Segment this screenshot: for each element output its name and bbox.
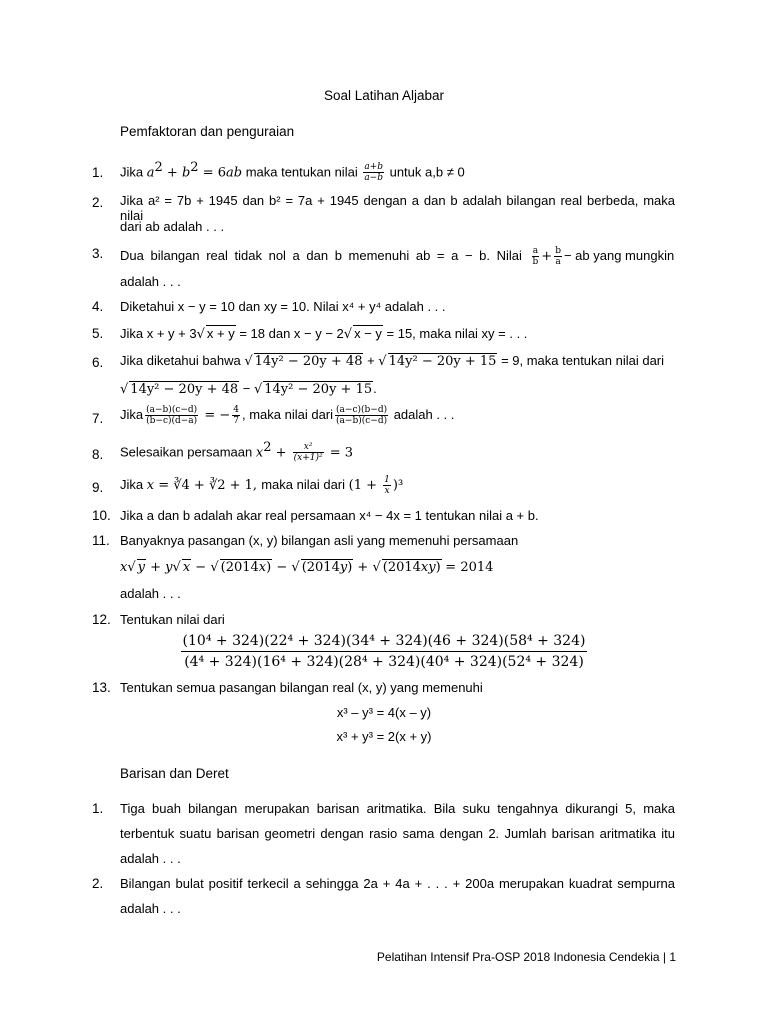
q12-fraction [0, 632, 768, 671]
q12-number: 12. [92, 612, 111, 627]
q8-text: Selesaikan persamaan $x^2$ + $\frac{\text{x²}}{\text{(x+1)²}}$ = 3 [120, 440, 354, 464]
q3-number: 3. [92, 246, 104, 261]
q13-number: 13. [92, 680, 111, 695]
b1-number: 1. [92, 801, 104, 816]
b2-number: 2. [92, 876, 104, 891]
q10-number: 10. [92, 508, 111, 523]
page-footer: Pelatihan Intensif Pra-OSP 2018 Indonesia Cendekia | 1 [376, 950, 676, 964]
q11-line1: Banyaknya pasangan (x, y) bilangan asli yang memenuhi persamaan [120, 533, 519, 548]
q3-line2: adalah . . . [120, 274, 181, 289]
b1-line1: Tiga buah bilangan merupakan barisan aritmatika. Bila suku tengahnya dikurangi 5, maka [120, 801, 675, 816]
b1-line2: terbentuk suatu barisan geometri dengan rasio sama dengan 2. Jumlah barisan aritmatika itu [120, 826, 675, 841]
q5-number: 5. [92, 326, 104, 341]
q4-text: Diketahui x − y = 10 dan xy = 10. Nilai x⁴ + y⁴ adalah . . . [120, 299, 446, 314]
q9-text: Jika x = ∛4 + ∛2 + 1, maka nilai dari (1 + $\frac{1}{x}$ )³ [120, 475, 404, 496]
q1-text: Jika $a^2 + b^2 = 6ab$ maka tentukan nilai $\frac{a+b}{a-b}$ untuk a,b ≠ 0 [120, 160, 465, 184]
q12-denominator: (4⁴ + 324)(16⁴ + 324)(28⁴ + 324)(40⁴ + 324)(52⁴ + 324) [184, 654, 584, 670]
q5-text: Jika x + y + 3√ x + y = 18 dan x − y − 2√ x − y = 15, maka nilai xy = . . . [120, 326, 528, 342]
section-heading-sequences: Barisan dan Deret [120, 766, 229, 781]
q13-eq1: x³ – y³ = 4(x – y) [336, 705, 432, 720]
q7-text: Jika $\frac{(a-b)(c-d)}{(b-c)(d-a)}$ = − $\frac{4}{7}$ , maka nilai dari $\frac{(a-c)(b-d)}{(a-b)(c-d)}$ adalah . . . [120, 405, 455, 426]
q1-number: 1. [92, 165, 104, 180]
q6-line2: √ 14y² − 20y + 48 − √ 14y² − 20y + 15. [120, 381, 377, 397]
q2-line1: Jika a² = 7b + 1945 dan b² = 7a + 1945 dengan a dan b adalah bilangan real berbeda, maka nilai [120, 193, 675, 223]
b2-line2: adalah . . . [120, 901, 181, 916]
q3-line1: Dua bilangan real tidak nol a dan b memenuhi ab = a − b. Nilai $\frac{a}{b}$ + $\frac{b}{a}$ − ab yang mungkin [120, 246, 675, 267]
page-title: Soal Latihan Aljabar [323, 88, 445, 103]
section-heading-factoring: Pemfaktoran dan penguraian [120, 124, 295, 139]
b2-line1: Bilangan bulat positif terkecil a sehingga 2a + 4a + . . . + 200a merupakan kuadrat sempurna [120, 876, 675, 891]
q2-number: 2. [92, 195, 104, 210]
q4-number: 4. [92, 299, 104, 314]
q6-number: 6. [92, 355, 104, 370]
q9-number: 9. [92, 480, 104, 495]
q11-equation: x√ y + y√ x − √ (2014x) − √ (2014y) + √ (2014xy) = 2014 [120, 560, 494, 575]
q11-line3: adalah . . . [120, 586, 181, 601]
b1-line3: adalah . . . [120, 851, 181, 866]
q12-numerator: (10⁴ + 324)(22⁴ + 324)(34⁴ + 324)(46 + 324)(58⁴ + 324) [181, 632, 588, 652]
q7-number: 7. [92, 411, 104, 426]
q6-line1: Jika diketahui bahwa √ 14y² − 20y + 48 + √ 14y² − 20y + 15 = 9, maka tentukan nilai dari [120, 353, 665, 369]
q13-eq2: x³ + y³ = 2(x + y) [336, 729, 432, 744]
q8-number: 8. [92, 447, 104, 462]
q10-text: Jika a dan b adalah akar real persamaan x⁴ − 4x = 1 tentukan nilai a + b. [120, 508, 539, 523]
q11-number: 11. [92, 533, 110, 548]
q12-line1: Tentukan nilai dari [120, 612, 225, 627]
q13-line1: Tentukan semua pasangan bilangan real (x, y) yang memenuhi [120, 680, 483, 695]
q2-line2: dari ab adalah . . . [120, 219, 225, 234]
